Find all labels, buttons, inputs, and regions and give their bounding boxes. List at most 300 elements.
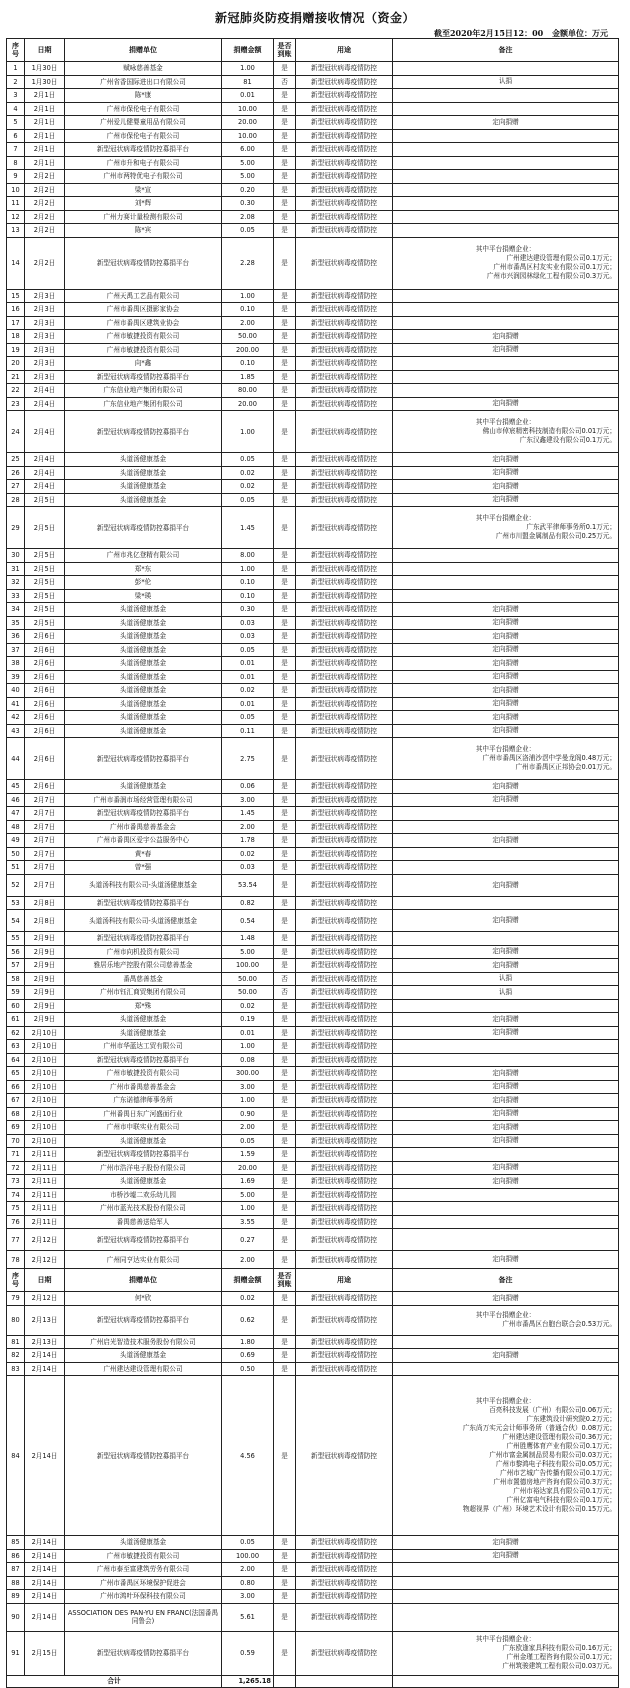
remark-line: 佛山市倬宸精密科技制造有限公司0.01万元； [482,427,616,435]
cell-no: 85 [7,1536,25,1550]
cell-received: 是 [274,945,296,959]
cell-received: 是 [274,603,296,617]
table-row [7,89,619,103]
cell-amount: 0.11 [222,724,274,738]
cell-purpose: 新型冠状病毒疫情防控 [296,1536,393,1550]
cell-received: 是 [274,129,296,143]
cell-donor: 郑*殊 [65,999,222,1013]
cell-remark [393,1215,619,1229]
cell-no: 78 [7,1251,25,1269]
cell-received: 是 [274,834,296,848]
cell-amount: 0.02 [222,847,274,861]
cell-purpose: 新型冠状病毒疫情防控 [296,1229,393,1251]
cell-purpose: 新型冠状病毒疫情防控 [296,1121,393,1135]
cell-amount: 0.02 [222,466,274,480]
cell-no: 72 [7,1161,25,1175]
cell-amount: 0.10 [222,303,274,317]
cell-received: 是否到账 [274,1269,296,1292]
cell-remark: 定向捐赠 [393,1292,619,1306]
table-row [7,303,619,317]
cell-purpose: 新型冠状病毒疫情防控 [296,102,393,116]
cell-date: 2月15日 [25,1631,65,1675]
cell-amount: 1.00 [222,62,274,76]
cell-amount: 2.75 [222,738,274,780]
cell-amount: 0.54 [222,910,274,932]
cell-date: 2月6日 [25,630,65,644]
table-row [7,1335,619,1349]
cell-date: 2月6日 [25,643,65,657]
cell-date: 2月7日 [25,847,65,861]
cell-received: 是 [274,1229,296,1251]
cell-remark: 定向捐赠 [393,834,619,848]
cell-date: 2月5日 [25,589,65,603]
cell-purpose: 新型冠状病毒疫情防控 [296,1013,393,1027]
table-row [7,1080,619,1094]
table-row [7,1251,619,1269]
table-row [7,237,619,289]
cell-purpose: 新型冠状病毒疫情防控 [296,1080,393,1094]
cell-no: 75 [7,1202,25,1216]
cell-purpose: 新型冠状病毒疫情防控 [296,724,393,738]
cell-received: 是 [274,1053,296,1067]
cell-no: 10 [7,183,25,197]
cell-donor: 广州市番禺区建筑业协会 [65,316,222,330]
table-row [7,861,619,875]
cell-date: 2月7日 [25,861,65,875]
cell-remark: 定向捐赠 [393,711,619,725]
table-row [7,643,619,657]
cell-amount: 0.03 [222,861,274,875]
table-row [7,738,619,780]
cell-purpose: 用途 [296,1269,393,1292]
cell-donor: ASSOCIATION DES PAN-YU EN FRANC(法国番禺同鲁会) [65,1603,222,1631]
cell-remark: 定向捐赠 [393,330,619,344]
cell-no: 25 [7,453,25,467]
table-row [7,1349,619,1363]
cell-amount: 1.00 [222,562,274,576]
cell-date: 2月7日 [25,793,65,807]
cell-remark [393,303,619,317]
cell-remark: 定向捐赠 [393,1107,619,1121]
table-row [7,1376,619,1536]
cell-no: 64 [7,1053,25,1067]
cell-received: 是 [274,549,296,563]
cell-purpose: 新型冠状病毒疫情防控 [296,116,393,130]
cell-remark [393,183,619,197]
cell-received: 是 [274,684,296,698]
cell-no: 39 [7,670,25,684]
cell-received: 是 [274,999,296,1013]
table-row [7,1161,619,1175]
cell-amount: 20.00 [222,1161,274,1175]
cell-amount: 0.03 [222,616,274,630]
cell-date: 2月7日 [25,820,65,834]
table-row [7,62,619,76]
cell-received: 是 [274,1362,296,1376]
cell-no: 2 [7,75,25,89]
cell-remark [393,861,619,875]
cell-donor: 新型冠状病毒疫情防控募捐平台 [65,1305,222,1335]
cell-date: 2月8日 [25,910,65,932]
cell-purpose: 新型冠状病毒疫情防控 [296,562,393,576]
cell-no: 63 [7,1040,25,1054]
cell-received: 是 [274,1161,296,1175]
cell-amount: 0.05 [222,1536,274,1550]
table-row [7,1292,619,1306]
table-row [7,630,619,644]
table-row [7,697,619,711]
cell-purpose: 新型冠状病毒疫情防控 [296,1026,393,1040]
cell-amount: 0.06 [222,780,274,794]
cell-received: 是 [274,1080,296,1094]
cell-amount: 8.00 [222,549,274,563]
table-row [7,1067,619,1081]
cell-remark: 认捐 [393,75,619,89]
cell-purpose: 新型冠状病毒疫情防控 [296,670,393,684]
table-row [7,129,619,143]
cell-purpose: 新型冠状病毒疫情防控 [296,834,393,848]
cell-date: 2月1日 [25,143,65,157]
cell-no: 89 [7,1590,25,1604]
cell-donor: 黄*春 [65,847,222,861]
cell-donor: 头道汤健康基金 [65,657,222,671]
cell-date: 2月11日 [25,1148,65,1162]
cell-amount: 2.28 [222,237,274,289]
cell-purpose: 新型冠状病毒疫情防控 [296,1590,393,1604]
cell-remark [393,411,619,453]
cell-received: 是 [274,793,296,807]
cell-no: 67 [7,1094,25,1108]
table-row [7,684,619,698]
cell-remark [393,1148,619,1162]
remark-line: 广州胜鹰体育产业有限公司0.1万元； [506,1442,616,1450]
cell-purpose: 新型冠状病毒疫情防控 [296,1335,393,1349]
cell-purpose: 新型冠状病毒疫情防控 [296,453,393,467]
cell-date: 2月12日 [25,1251,65,1269]
cell-purpose: 新型冠状病毒疫情防控 [296,89,393,103]
cell-donor: 新型冠状病毒疫情防控募捐平台 [65,507,222,549]
cell-donor: 刘*辉 [65,197,222,211]
cell-no: 7 [7,143,25,157]
cell-remark: 定向捐赠 [393,466,619,480]
cell-purpose: 新型冠状病毒疫情防控 [296,1067,393,1081]
cell-remark [393,589,619,603]
total-row [7,1675,619,1687]
cell-donor: 头道汤健康基金 [65,684,222,698]
table-row [7,1229,619,1251]
donation-table [6,38,619,1688]
cell-purpose: 新型冠状病毒疫情防控 [296,807,393,821]
cell-donor: 头道汤健康基金 [65,1013,222,1027]
cell-no: 1 [7,62,25,76]
cell-remark: 定向捐赠 [393,453,619,467]
cell-date: 日期 [25,1269,65,1292]
cell-date: 1月30日 [25,75,65,89]
table-row [7,183,619,197]
table-row [7,1013,619,1027]
cell-remark: 定向捐赠 [393,616,619,630]
cell-no: 77 [7,1229,25,1251]
cell-no: 66 [7,1080,25,1094]
remark-line: 其中平台捐赠企业： [475,1397,536,1405]
cell-no: 11 [7,197,25,211]
cell-amount: 0.10 [222,357,274,371]
cell-donor: 番禺慈善基金 [65,972,222,986]
cell-remark: 定向捐赠 [393,1349,619,1363]
cell-remark [393,1576,619,1590]
cell-received: 是 [274,1603,296,1631]
cell-received: 是 [274,932,296,946]
cell-amount: 1.45 [222,507,274,549]
cell-date: 2月4日 [25,384,65,398]
cell-received: 是 [274,1094,296,1108]
cell-donor: 捐赠单位 [65,1269,222,1292]
header-donor: 捐赠单位 [65,39,222,62]
cell-donor: 头道汤健康基金 [65,1349,222,1363]
cell-date: 2月9日 [25,999,65,1013]
cell-remark: 定向捐赠 [393,670,619,684]
cell-donor: 广州市鸿叶环保科技有限公司 [65,1590,222,1604]
cell-no: 15 [7,289,25,303]
table-row [7,549,619,563]
remark-line: 其中平台捐赠企业： [475,1311,536,1319]
cell-amount: 0.30 [222,197,274,211]
cell-remark [393,507,619,549]
cell-remark [393,170,619,184]
header-remark: 备注 [393,39,619,62]
remark-line: 广州市富金属制品贸易有限公司0.03万元； [489,1451,616,1459]
cell-donor: 广州市申联实业有限公司 [65,1121,222,1135]
cell-received: 是 [274,630,296,644]
cell-date: 2月3日 [25,370,65,384]
cell-date: 2月2日 [25,210,65,224]
cell-remark [393,1305,619,1335]
cell-received: 是 [274,466,296,480]
table-row [7,874,619,896]
table-row [7,1362,619,1376]
cell-purpose: 新型冠状病毒疫情防控 [296,170,393,184]
cell-no: 61 [7,1013,25,1027]
cell-donor: 头道汤健康基金 [65,1134,222,1148]
cell-purpose: 新型冠状病毒疫情防控 [296,343,393,357]
cell-donor: 新型冠状病毒疫情防控募捐平台 [65,1631,222,1675]
cell-purpose: 新型冠状病毒疫情防控 [296,1305,393,1335]
cell-donor: 新型冠状病毒疫情防控募捐平台 [65,370,222,384]
cell-no: 19 [7,343,25,357]
cell-date: 2月1日 [25,129,65,143]
cell-remark [393,549,619,563]
cell-purpose: 新型冠状病毒疫情防控 [296,576,393,590]
cell-date: 2月6日 [25,657,65,671]
table-row [7,75,619,89]
cell-amount: 5.61 [222,1603,274,1631]
cell-amount: 0.62 [222,1305,274,1335]
cell-purpose: 新型冠状病毒疫情防控 [296,1188,393,1202]
cell-no: 31 [7,562,25,576]
cell-date: 2月10日 [25,1053,65,1067]
cell-date: 2月14日 [25,1362,65,1376]
cell-no: 14 [7,237,25,289]
cell-no: 4 [7,102,25,116]
cell-remark: 定向捐赠 [393,1161,619,1175]
cell-received: 是 [274,697,296,711]
remark-line: 广东尚万实元会计师事务所（普通合伙）0.08万元； [462,1424,616,1432]
cell-remark: 认捐 [393,986,619,1000]
cell-date: 2月9日 [25,959,65,973]
cell-received: 是 [274,1590,296,1604]
cell-no: 20 [7,357,25,371]
cell-purpose: 新型冠状病毒疫情防控 [296,972,393,986]
cell-amount: 0.10 [222,576,274,590]
table-row [7,972,619,986]
cell-donor: 广州建达建设管理有限公司 [65,1362,222,1376]
cell-no: 47 [7,807,25,821]
cell-purpose: 新型冠状病毒疫情防控 [296,1251,393,1269]
cell-purpose: 新型冠状病毒疫情防控 [296,493,393,507]
table-row [7,102,619,116]
cell-donor: 头道汤健康基金 [65,630,222,644]
cell-no: 84 [7,1376,25,1536]
cell-received: 是 [274,303,296,317]
cell-purpose: 新型冠状病毒疫情防控 [296,62,393,76]
total-amount: 1,265.18 [222,1675,274,1687]
cell-received: 是 [274,589,296,603]
table-row [7,670,619,684]
cell-donor: 何*欣 [65,1292,222,1306]
cell-remark: 定向捐赠 [393,630,619,644]
table-row [7,289,619,303]
cell-received: 是 [274,1134,296,1148]
cell-purpose: 新型冠状病毒疫情防控 [296,616,393,630]
cell-donor: 广州市敏捷投资有限公司 [65,1067,222,1081]
cell-no: 91 [7,1631,25,1675]
cell-amount: 捐赠金额 [222,1269,274,1292]
cell-no: 42 [7,711,25,725]
cell-remark: 定向捐赠 [393,1536,619,1550]
cell-no: 71 [7,1148,25,1162]
table-row [7,224,619,238]
cell-received: 是 [274,1349,296,1363]
cell-date: 2月5日 [25,507,65,549]
cell-remark: 定向捐赠 [393,1067,619,1081]
cell-received: 是 [274,183,296,197]
cell-no: 57 [7,959,25,973]
cell-donor: 广州市浩洋电子股份有限公司 [65,1161,222,1175]
cell-no: 58 [7,972,25,986]
table-row [7,711,619,725]
cell-no: 80 [7,1305,25,1335]
cell-remark: 定向捐赠 [393,793,619,807]
remark-line: 其中平台捐赠企业： [475,245,536,253]
cell-date: 2月9日 [25,932,65,946]
cell-donor: 头道汤健康基金 [65,711,222,725]
table-row [7,210,619,224]
cell-received: 是 [274,1549,296,1563]
cell-date: 2月2日 [25,183,65,197]
cell-date: 2月14日 [25,1349,65,1363]
cell-received: 是 [274,89,296,103]
cell-purpose: 新型冠状病毒疫情防控 [296,1603,393,1631]
cell-date: 2月11日 [25,1188,65,1202]
cell-no: 46 [7,793,25,807]
cell-remark: 定向捐赠 [393,116,619,130]
cell-date: 2月10日 [25,1026,65,1040]
cell-received: 是 [274,224,296,238]
cell-amount: 1.78 [222,834,274,848]
cell-purpose: 新型冠状病毒疫情防控 [296,1148,393,1162]
cell-remark: 定向捐赠 [393,1080,619,1094]
table-row [7,945,619,959]
cell-no: 16 [7,303,25,317]
cell-remark: 定向捐赠 [393,1026,619,1040]
cell-purpose: 新型冠状病毒疫情防控 [296,847,393,861]
table-row [7,589,619,603]
cell-date: 2月3日 [25,343,65,357]
cell-purpose: 新型冠状病毒疫情防控 [296,1549,393,1563]
cell-received: 是 [274,861,296,875]
cell-remark [393,1376,619,1536]
cell-amount: 50.00 [222,986,274,1000]
table-row [7,896,619,910]
cell-received: 是 [274,724,296,738]
cell-amount: 0.08 [222,1053,274,1067]
cell-date: 2月1日 [25,156,65,170]
cell-received: 是 [274,1631,296,1675]
table-row [7,999,619,1013]
cell-remark: 定向捐赠 [393,945,619,959]
cell-received: 是 [274,156,296,170]
cell-remark [393,224,619,238]
cell-no: 24 [7,411,25,453]
cell-no: 74 [7,1188,25,1202]
cell-donor: 广州市华蓝达工贸有限公司 [65,1040,222,1054]
cell-remark [393,1631,619,1675]
cell-no: 86 [7,1549,25,1563]
cell-donor: 新型冠状病毒疫情防控募捐平台 [65,1229,222,1251]
cell-purpose: 新型冠状病毒疫情防控 [296,932,393,946]
cell-amount: 0.02 [222,684,274,698]
cell-no: 43 [7,724,25,738]
remark-line: 广州市番禺区正邦协会0.01万元。 [515,763,616,771]
table-row [7,370,619,384]
table-row [7,170,619,184]
table-row [7,807,619,821]
cell-purpose: 新型冠状病毒疫情防控 [296,289,393,303]
cell-remark [393,576,619,590]
cell-date: 2月7日 [25,834,65,848]
table-header [7,39,619,62]
cell-donor: 广州爱儿健婴童用品有限公司 [65,116,222,130]
cell-received: 是 [274,62,296,76]
page-title: 新冠肺炎防疫捐赠接收情况（资金） [214,11,415,25]
cell-no: 87 [7,1563,25,1577]
cell-donor: 广州番禺日东广河盛面行业 [65,1107,222,1121]
cell-date: 2月6日 [25,711,65,725]
cell-donor: 市桥沙墟二欢乐幼儿园 [65,1188,222,1202]
cell-purpose: 新型冠状病毒疫情防控 [296,75,393,89]
cell-purpose: 新型冠状病毒疫情防控 [296,129,393,143]
cell-received: 是 [274,1013,296,1027]
cell-purpose: 新型冠状病毒疫情防控 [296,910,393,932]
cell-received: 是 [274,780,296,794]
cell-date: 2月5日 [25,493,65,507]
cell-remark [393,210,619,224]
cell-purpose: 新型冠状病毒疫情防控 [296,384,393,398]
cell-remark [393,384,619,398]
cell-purpose: 新型冠状病毒疫情防控 [296,1563,393,1577]
cell-received: 否 [274,986,296,1000]
cell-amount: 0.01 [222,657,274,671]
